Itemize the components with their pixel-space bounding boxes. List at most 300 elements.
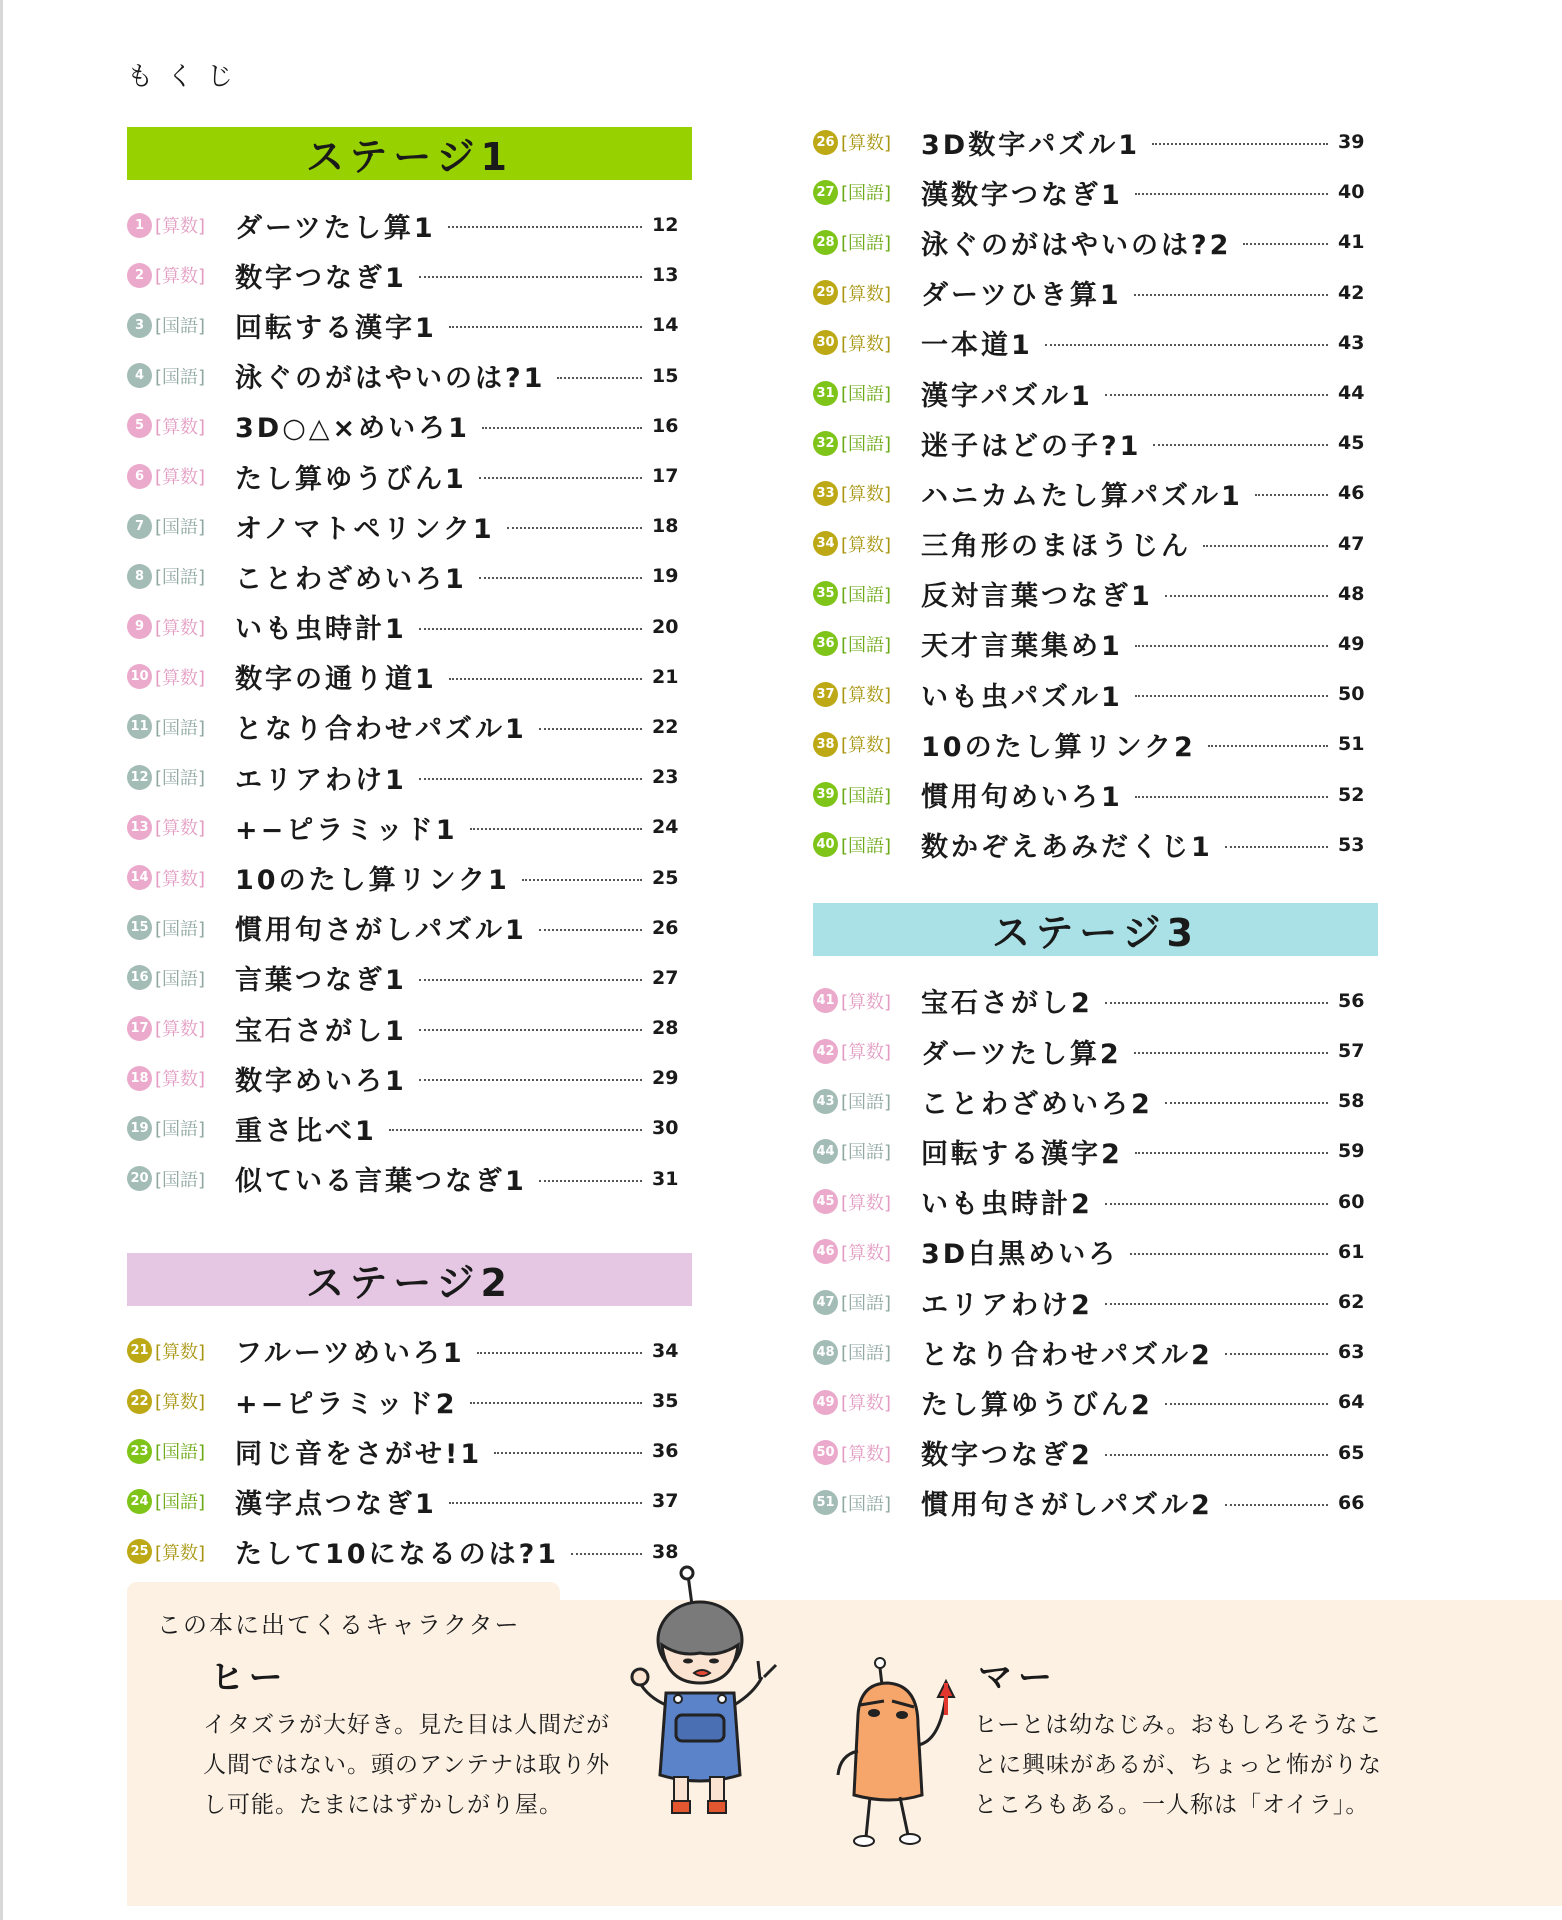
hee-desc-line: 人間ではない。頭のアンテナは取り外 <box>203 1752 611 1778</box>
entry-subject: [算数] <box>841 1393 892 1415</box>
leader-dots <box>449 678 642 680</box>
entry-number-badge: 33 <box>813 481 838 506</box>
entry-title: +−ピラミッド2 <box>235 1388 458 1420</box>
toc-entry[interactable] <box>813 368 1378 418</box>
entry-title: 数字めいろ1 <box>235 1065 407 1097</box>
entry-number-badge: 44 <box>813 1139 838 1164</box>
leader-dots <box>477 1352 642 1354</box>
entry-title: 漢字パズル1 <box>921 380 1093 412</box>
entry-title: 泳ぐのがはやいのは?1 <box>235 363 546 395</box>
entry-page-number: 30 <box>652 1117 679 1140</box>
toc-entry[interactable] <box>127 1426 692 1476</box>
entry-page-number: 63 <box>1338 1341 1365 1364</box>
hee-description <box>203 1705 610 1825</box>
toc-entry[interactable] <box>127 953 692 1003</box>
toc-entry[interactable] <box>813 769 1378 819</box>
entry-subject: [算数] <box>841 685 892 707</box>
leader-dots <box>1045 344 1328 346</box>
entry-title: たし算ゆうびん1 <box>235 463 467 495</box>
entry-subject: [国語] <box>155 968 206 990</box>
entry-number-badge: 27 <box>813 180 838 205</box>
entry-title: 同じ音をさがせ!1 <box>235 1438 483 1470</box>
toc-entry[interactable] <box>127 752 692 802</box>
entry-number-badge: 14 <box>127 865 152 890</box>
entry-title: 数字つなぎ2 <box>921 1440 1093 1472</box>
toc-entry[interactable] <box>813 167 1378 217</box>
leader-dots <box>470 1402 643 1404</box>
entry-number-badge: 29 <box>813 280 838 305</box>
leader-dots <box>1225 1504 1328 1506</box>
toc-entry[interactable] <box>127 852 692 902</box>
entry-page-number: 44 <box>1338 382 1365 405</box>
entry-number-badge: 9 <box>127 614 152 639</box>
entry-subject: [国語] <box>841 233 892 255</box>
entry-subject: [算数] <box>155 617 206 639</box>
leader-dots <box>1225 1353 1328 1355</box>
entry-title: 反対言葉つなぎ1 <box>921 581 1153 613</box>
entry-subject: [国語] <box>155 517 206 539</box>
entry-number-badge: 42 <box>813 1039 838 1064</box>
entry-number-badge: 19 <box>127 1116 152 1141</box>
entry-title: 宝石さがし1 <box>235 1015 407 1047</box>
leader-dots <box>539 728 642 730</box>
entry-number-badge: 20 <box>127 1166 152 1191</box>
entry-subject: [国語] <box>155 1442 206 1464</box>
entry-page-number: 34 <box>652 1339 679 1362</box>
entry-page-number: 42 <box>1338 281 1365 304</box>
stage-2-list-left <box>127 1326 692 1577</box>
entry-title: ダーツひき算1 <box>921 280 1122 312</box>
entry-page-number: 17 <box>652 465 679 488</box>
hee-desc-line: し可能。たまにはずかしがり屋。 <box>203 1792 563 1818</box>
entry-page-number: 24 <box>652 816 679 839</box>
entry-subject: [国語] <box>841 1343 892 1365</box>
leader-dots <box>1135 193 1328 195</box>
toc-entry[interactable] <box>813 117 1378 167</box>
leader-dots <box>1130 1253 1328 1255</box>
entry-number-badge: 43 <box>813 1089 838 1114</box>
entry-subject: [国語] <box>841 1293 892 1315</box>
entry-subject: [算数] <box>155 266 206 288</box>
leader-dots <box>539 929 642 931</box>
toc-entry[interactable] <box>813 318 1378 368</box>
entry-title: 慣用句さがしパズル2 <box>921 1490 1213 1522</box>
entry-number-badge: 49 <box>813 1390 838 1415</box>
leader-dots <box>1134 294 1328 296</box>
leader-dots <box>419 778 642 780</box>
toc-entry[interactable] <box>813 1177 1378 1227</box>
toc-entry[interactable] <box>813 1478 1378 1528</box>
toc-entry[interactable] <box>127 1527 692 1577</box>
toc-entry[interactable] <box>813 468 1378 518</box>
entry-page-number: 18 <box>652 515 679 538</box>
maa-description <box>974 1705 1382 1825</box>
toc-entry[interactable] <box>127 602 692 652</box>
entry-title: 数字の通り道1 <box>235 664 437 696</box>
entry-page-number: 35 <box>652 1390 679 1413</box>
stage-1-list <box>127 200 692 1204</box>
entry-subject: [算数] <box>155 868 206 890</box>
entry-number-badge: 46 <box>813 1239 838 1264</box>
stage-3-header: ステージ3 <box>813 903 1378 956</box>
toc-entry[interactable] <box>813 1026 1378 1076</box>
toc-entry[interactable] <box>813 619 1378 669</box>
toc-entry[interactable] <box>127 1103 692 1153</box>
entry-title: 慣用句さがしパズル1 <box>235 915 527 947</box>
stage-1-header: ステージ1 <box>127 127 692 180</box>
entry-title: いも虫時計1 <box>235 614 407 646</box>
entry-subject: [算数] <box>155 467 206 489</box>
toc-entry[interactable] <box>813 1327 1378 1377</box>
toc-entry[interactable] <box>127 351 692 401</box>
leader-dots <box>1208 745 1328 747</box>
hee-desc-line: イタズラが大好き。見た目は人間だが <box>203 1712 611 1738</box>
entry-page-number: 20 <box>652 615 679 638</box>
entry-number-badge: 39 <box>813 782 838 807</box>
leader-dots <box>571 1553 642 1555</box>
leader-dots <box>522 879 642 881</box>
entry-title: いも虫パズル1 <box>921 681 1123 713</box>
entry-title: 重さ比べ1 <box>235 1115 377 1147</box>
maa-desc-line: ところもある。一人称は「オイラ」。 <box>974 1792 1370 1818</box>
entry-title: たし算ゆうびん2 <box>921 1389 1153 1421</box>
entry-page-number: 60 <box>1338 1190 1365 1213</box>
entry-subject: [国語] <box>155 918 206 940</box>
entry-subject: [算数] <box>155 1542 206 1564</box>
toc-entry[interactable] <box>127 652 692 702</box>
entry-number-badge: 41 <box>813 988 838 1013</box>
entry-title: 迷子はどの子?1 <box>921 430 1142 462</box>
entry-subject: [国語] <box>841 434 892 456</box>
leader-dots <box>449 326 642 328</box>
entry-title: 数字つなぎ1 <box>235 262 407 294</box>
entry-subject: [国語] <box>841 584 892 606</box>
toc-entry[interactable] <box>127 903 692 953</box>
leader-dots <box>1165 1403 1328 1405</box>
entry-title: ダーツたし算2 <box>921 1038 1122 1070</box>
entry-page-number: 27 <box>652 966 679 989</box>
leader-dots <box>1165 595 1328 597</box>
toc-entry[interactable] <box>813 217 1378 267</box>
leader-dots <box>449 1502 642 1504</box>
toc-entry[interactable] <box>127 250 692 300</box>
toc-entry[interactable] <box>813 1428 1378 1478</box>
entry-page-number: 21 <box>652 665 679 688</box>
right-column <box>813 117 1378 1528</box>
toc-entry[interactable] <box>813 418 1378 468</box>
entry-title: たして10になるのは?1 <box>235 1539 560 1571</box>
entry-subject: [算数] <box>155 818 206 840</box>
toc-entry[interactable] <box>127 501 692 551</box>
entry-number-badge: 50 <box>813 1440 838 1465</box>
entry-title: 一本道1 <box>921 330 1033 362</box>
leader-dots <box>1243 243 1328 245</box>
entry-title: 漢数字つなぎ1 <box>921 179 1123 211</box>
entry-subject: [算数] <box>841 991 892 1013</box>
entry-subject: [算数] <box>155 1069 206 1091</box>
leader-dots <box>507 527 642 529</box>
toc-entry[interactable] <box>127 802 692 852</box>
entry-page-number: 45 <box>1338 432 1365 455</box>
entry-page-number: 61 <box>1338 1240 1365 1263</box>
entry-subject: [算数] <box>155 667 206 689</box>
entry-subject: [算数] <box>155 1392 206 1414</box>
entry-number-badge: 4 <box>127 363 152 388</box>
leader-dots <box>419 628 642 630</box>
entry-subject: [算数] <box>841 333 892 355</box>
entry-page-number: 14 <box>652 314 679 337</box>
maa-illustration <box>830 1655 980 1855</box>
entry-title: 10のたし算リンク1 <box>235 865 510 897</box>
entry-subject: [算数] <box>841 1192 892 1214</box>
entry-number-badge: 18 <box>127 1066 152 1091</box>
leader-dots <box>419 1079 642 1081</box>
maa-desc-line: とに興味があるが、ちょっと怖がりな <box>974 1752 1382 1778</box>
entry-page-number: 57 <box>1338 1040 1365 1063</box>
leader-dots <box>1105 394 1328 396</box>
toc-entry[interactable] <box>813 268 1378 318</box>
entry-number-badge: 8 <box>127 564 152 589</box>
entry-subject: [国語] <box>841 835 892 857</box>
toc-entry[interactable] <box>813 1076 1378 1126</box>
entry-title: いも虫時計2 <box>921 1189 1093 1221</box>
entry-subject: [算数] <box>841 1443 892 1465</box>
leader-dots <box>557 377 642 379</box>
entry-page-number: 66 <box>1338 1491 1365 1514</box>
toc-entry[interactable] <box>813 719 1378 769</box>
entry-page-number: 25 <box>652 866 679 889</box>
maa-desc-line: ヒーとは幼なじみ。おもしろそうなこ <box>974 1712 1383 1738</box>
hee-name: ヒー <box>210 1658 289 1698</box>
entry-number-badge: 13 <box>127 815 152 840</box>
entry-number-badge: 48 <box>813 1340 838 1365</box>
toc-entry[interactable] <box>813 519 1378 569</box>
entry-page-number: 37 <box>652 1490 679 1513</box>
entry-page-number: 31 <box>652 1167 679 1190</box>
entry-title: フルーツめいろ1 <box>235 1338 465 1370</box>
toc-entry[interactable] <box>813 820 1378 870</box>
toc-entry[interactable] <box>813 1126 1378 1176</box>
leader-dots <box>1105 1002 1328 1004</box>
entry-number-badge: 32 <box>813 431 838 456</box>
entry-page-number: 28 <box>652 1017 679 1040</box>
toc-entry[interactable] <box>127 451 692 501</box>
entry-number-badge: 22 <box>127 1389 152 1414</box>
entry-title: 三角形のまほうじん <box>921 531 1191 563</box>
entry-title: ことわざめいろ1 <box>235 563 467 595</box>
leader-dots <box>1105 1203 1328 1205</box>
leader-dots <box>1165 1102 1328 1104</box>
toc-entry[interactable] <box>813 976 1378 1026</box>
toc-entry[interactable] <box>127 551 692 601</box>
entry-subject: [国語] <box>841 785 892 807</box>
entry-page-number: 53 <box>1338 833 1365 856</box>
entry-page-number: 15 <box>652 364 679 387</box>
leader-dots <box>419 1029 642 1031</box>
toc-entry[interactable] <box>813 569 1378 619</box>
entry-subject: [算数] <box>841 534 892 556</box>
toc-entry[interactable] <box>127 1376 692 1426</box>
entry-page-number: 22 <box>652 715 679 738</box>
entry-page-number: 56 <box>1338 989 1365 1012</box>
entry-subject: [算数] <box>155 1019 206 1041</box>
entry-subject: [国語] <box>155 366 206 388</box>
entry-number-badge: 26 <box>813 130 838 155</box>
toc-entry[interactable] <box>127 1476 692 1526</box>
leader-dots <box>1153 444 1328 446</box>
entry-number-badge: 36 <box>813 631 838 656</box>
entry-page-number: 64 <box>1338 1391 1365 1414</box>
entry-number-badge: 17 <box>127 1016 152 1041</box>
entry-subject: [国語] <box>155 717 206 739</box>
entry-subject: [国語] <box>155 1119 206 1141</box>
toc-entry[interactable] <box>127 200 692 250</box>
entry-number-badge: 34 <box>813 531 838 556</box>
leader-dots <box>1135 796 1328 798</box>
stage-3-list <box>813 976 1378 1528</box>
entry-page-number: 47 <box>1338 532 1365 555</box>
entry-number-badge: 25 <box>127 1539 152 1564</box>
entry-title: 3D○△×めいろ1 <box>235 413 470 445</box>
leader-dots <box>1255 494 1328 496</box>
toc-entry[interactable] <box>813 669 1378 719</box>
entry-subject: [算数] <box>841 133 892 155</box>
entry-title: 言葉つなぎ1 <box>235 965 407 997</box>
entry-title: エリアわけ2 <box>921 1289 1093 1321</box>
left-column <box>127 127 692 1577</box>
toc-entry[interactable] <box>127 1003 692 1053</box>
entry-number-badge: 28 <box>813 230 838 255</box>
entry-title: オノマトペリンク1 <box>235 513 495 545</box>
leader-dots <box>1135 645 1328 647</box>
entry-title: 回転する漢字1 <box>235 312 437 344</box>
toc-entry[interactable] <box>127 300 692 350</box>
leader-dots <box>448 226 642 228</box>
entry-title: エリアわけ1 <box>235 764 407 796</box>
entry-number-badge: 40 <box>813 832 838 857</box>
entry-subject: [算数] <box>841 1042 892 1064</box>
entry-title: となり合わせパズル2 <box>921 1339 1213 1371</box>
entry-number-badge: 7 <box>127 514 152 539</box>
entry-number-badge: 21 <box>127 1338 152 1363</box>
toc-entry[interactable] <box>813 1227 1378 1277</box>
entry-page-number: 49 <box>1338 632 1365 655</box>
toc-entry[interactable] <box>813 1277 1378 1327</box>
entry-title: 3D白黒めいろ <box>921 1239 1119 1271</box>
page-edge <box>0 0 3 1920</box>
entry-title: 10のたし算リンク2 <box>921 731 1196 763</box>
entry-page-number: 43 <box>1338 331 1365 354</box>
entry-title: ハニカムたし算パズル1 <box>921 480 1243 512</box>
entry-number-badge: 35 <box>813 581 838 606</box>
entry-title: 回転する漢字2 <box>921 1138 1123 1170</box>
leader-dots <box>1203 545 1328 547</box>
entry-subject: [算数] <box>841 283 892 305</box>
entry-subject: [国語] <box>155 567 206 589</box>
entry-number-badge: 3 <box>127 313 152 338</box>
leader-dots <box>482 427 642 429</box>
toc-entry[interactable] <box>127 702 692 752</box>
entry-number-badge: 1 <box>127 213 152 238</box>
entry-subject: [算数] <box>841 1242 892 1264</box>
entry-subject: [国語] <box>841 384 892 406</box>
entry-number-badge: 23 <box>127 1439 152 1464</box>
entry-page-number: 62 <box>1338 1291 1365 1314</box>
entry-page-number: 41 <box>1338 231 1365 254</box>
entry-title: 泳ぐのがはやいのは?2 <box>921 229 1232 261</box>
maa-name: マー <box>978 1658 1058 1698</box>
character-heading: この本に出てくるキャラクター <box>157 1611 521 1639</box>
entry-page-number: 26 <box>652 916 679 939</box>
entry-page-number: 29 <box>652 1067 679 1090</box>
leader-dots <box>389 1129 642 1131</box>
entry-page-number: 12 <box>652 214 679 237</box>
entry-subject: [国語] <box>841 1142 892 1164</box>
entry-number-badge: 6 <box>127 464 152 489</box>
entry-subject: [国語] <box>155 316 206 338</box>
toc-entry[interactable] <box>127 1053 692 1103</box>
entry-number-badge: 5 <box>127 413 152 438</box>
entry-subject: [算数] <box>155 216 206 238</box>
entry-subject: [国語] <box>841 634 892 656</box>
entry-number-badge: 47 <box>813 1290 838 1315</box>
entry-title: 慣用句めいろ1 <box>921 782 1123 814</box>
leader-dots <box>479 577 642 579</box>
entry-number-badge: 38 <box>813 732 838 757</box>
leader-dots <box>1105 1454 1328 1456</box>
entry-title: +−ピラミッド1 <box>235 814 458 846</box>
entry-page-number: 16 <box>652 414 679 437</box>
entry-title: 3D数字パズル1 <box>921 129 1140 161</box>
toc-entry[interactable] <box>127 401 692 451</box>
entry-number-badge: 11 <box>127 714 152 739</box>
leader-dots <box>1135 695 1328 697</box>
stage-2-header: ステージ2 <box>127 1253 692 1306</box>
entry-title: となり合わせパズル1 <box>235 714 527 746</box>
entry-subject: [国語] <box>841 183 892 205</box>
entry-page-number: 46 <box>1338 482 1365 505</box>
entry-page-number: 13 <box>652 264 679 287</box>
entry-page-number: 40 <box>1338 181 1365 204</box>
leader-dots <box>479 477 642 479</box>
entry-title: 数かぞえあみだくじ1 <box>921 832 1213 864</box>
entry-title: 漢字点つなぎ1 <box>235 1488 437 1520</box>
entry-number-badge: 51 <box>813 1490 838 1515</box>
toc-entry[interactable] <box>127 1326 692 1376</box>
leader-dots <box>470 828 643 830</box>
entry-number-badge: 24 <box>127 1489 152 1514</box>
entry-subject: [国語] <box>155 1492 206 1514</box>
entry-page-number: 50 <box>1338 683 1365 706</box>
stage-2-list-right <box>813 117 1378 870</box>
entry-page-number: 36 <box>652 1440 679 1463</box>
entry-title: 似ている言葉つなぎ1 <box>235 1166 527 1198</box>
leader-dots <box>419 979 642 981</box>
entry-page-number: 23 <box>652 766 679 789</box>
entry-title: 天才言葉集め1 <box>921 631 1123 663</box>
page-label: もくじ <box>127 62 248 92</box>
entry-subject: [国語] <box>841 1092 892 1114</box>
entry-page-number: 39 <box>1338 131 1365 154</box>
entry-number-badge: 2 <box>127 263 152 288</box>
leader-dots <box>1225 846 1328 848</box>
toc-entry[interactable] <box>127 1154 692 1204</box>
entry-number-badge: 15 <box>127 915 152 940</box>
hee-illustration <box>630 1565 820 1825</box>
leader-dots <box>539 1180 642 1182</box>
entry-page-number: 52 <box>1338 783 1365 806</box>
toc-entry[interactable] <box>813 1377 1378 1427</box>
